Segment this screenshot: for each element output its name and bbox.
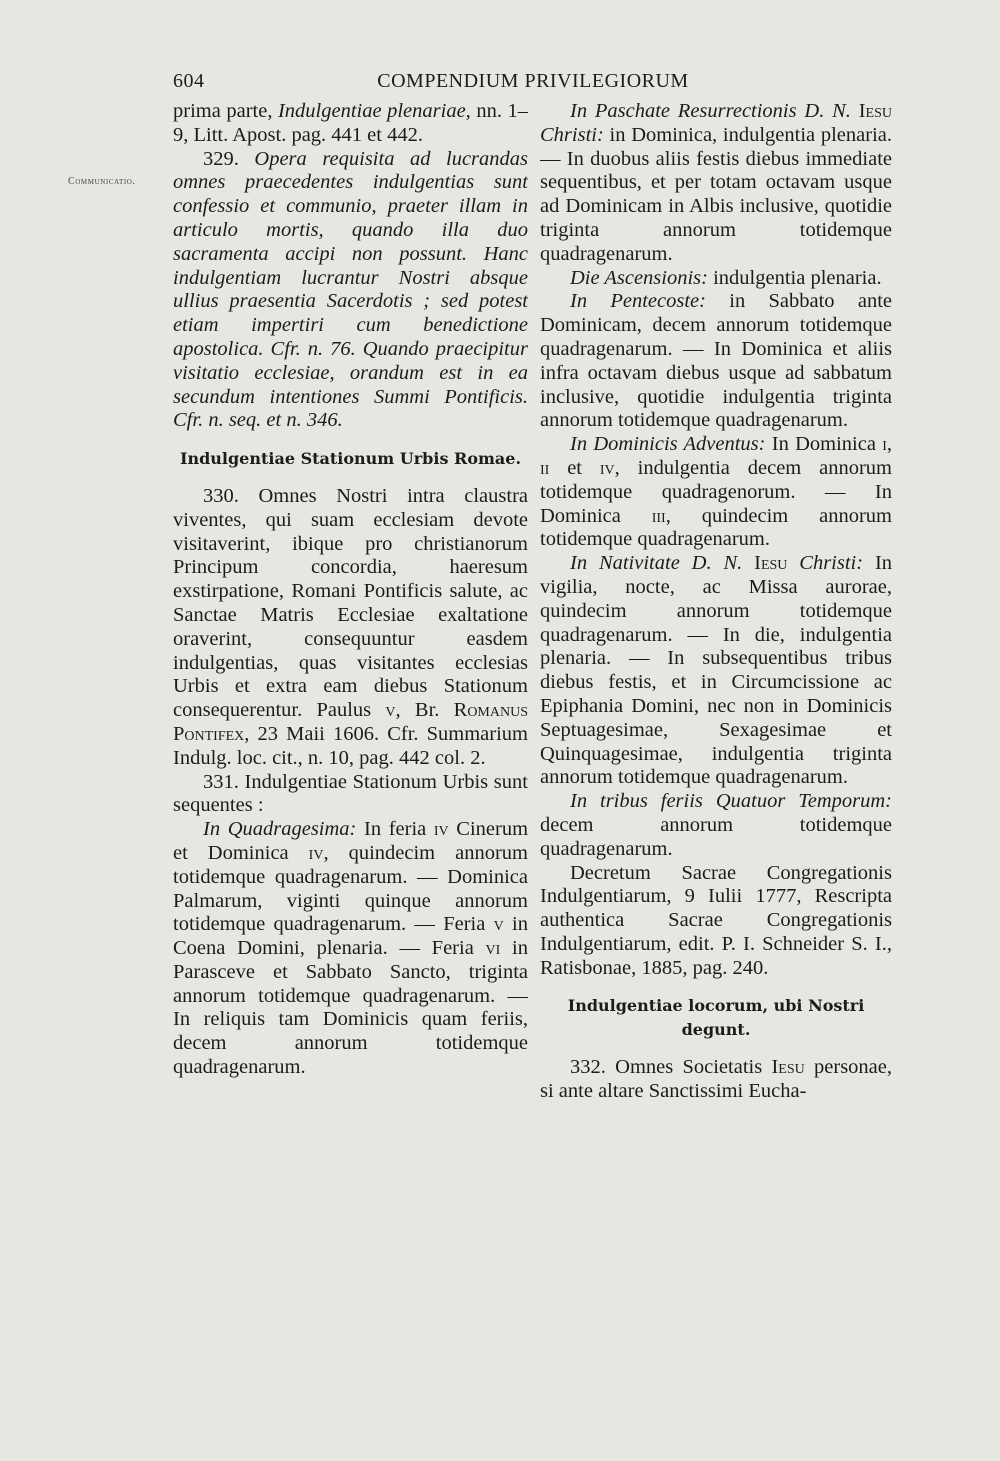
right-column [540,100,892,1235]
paragraph-332: 332. Omnes Societatis Iesu personae, si ante altare Sanctissimi Eucha- [540,1056,892,1102]
paragraph-continuation: prima parte, Indulgentiae plenariae, nn. 1–9, Litt. Apost. pag. 441 et 442. [173,100,528,146]
page-number: 604 [173,70,205,92]
section-heading-stationum: Indulgentiae Stationum Urbis Romae. [179,449,522,469]
paragraph-quadragesima: In Quadragesima: In feria iv Cinerum et Dominica iv, quindecim annorum totidemque quadragenarum. — Dominica Palmarum, viginti quinque annorum totidemque quadragenarum. — Feria v in Coena Domini, plenaria. — Feria vi in Parasceve et Sabbato Sancto, triginta annorum totidemque quadragenarum. — In reliquis tam Dominicis quam feriis, decem annorum totidemque quadragenarum. [173,818,528,1079]
paragraph-adventus: In Dominicis Adventus: In Dominica i, ii et iv, indulgentia decem annorum totidemque quadragenorum. — In Dominica iii, quindecim annorum totidemque quadragenarum. [540,433,892,551]
paragraph-329: 329. Opera requisita ad lucrandas omnes praecedentes indulgentias sunt confessio et communio, praeter illam in articulo mortis, quando illa duo sacramenta accipi non possunt. Hanc indulgentiam lucrantur Nostri absque ullius praesentia Sacerdotis ; sed potest etiam impertiri cum benedictione apostolica. Cfr. n. 76. Quando praecipitur visitatio ecclesiae, orandum est in ea secundum intentiones Summi Pontificis. Cfr. n. seq. et n. 346. [173,147,528,432]
running-title: COMPENDIUM PRIVILEGIORUM [377,70,689,92]
paragraph-pentecoste: In Pentecoste: in Sabbato ante Dominicam, decem annorum totidemque quadragenarum. — In Dominica et aliis infra octavam diebus usque ad sabbatum inclusive, quotidie indulgentia triginta annorum totidemque quadragenarum. [540,290,892,432]
paragraph-ascensionis: Die Ascensionis: indulgentia plenaria. [570,266,882,289]
left-column [173,100,528,1235]
paragraph-331: 331. Indulgentiae Stationum Urbis sunt sequentes : [173,770,528,817]
section-heading-locorum: Indulgentiae locorum, ubi Nostri degunt. [567,996,865,1040]
page-header [173,70,893,100]
paragraph-nativitate: In Nativitate D. N. Iesu Christi: In vigilia, nocte, ac Missa aurorae, quindecim annorum totidemque quadragenarum. — In die, indulgentia plenaria. — In subsequentibus tribus diebus festis, et in Circumcissione ac Epiphania Domini, nec non in Dominicis Septuagesimae, Sexagesimae et Quinquagesimae, indulgentia triginta annorum totidemque quadragenarum. [540,552,892,789]
paragraph-paschate: In Paschate Resurrectionis D. N. Iesu Christi: in Dominica, indulgentia plenaria. — In duobus aliis festis diebus immediate sequentibus, et per totam octavam usque ad Dominicam in Albis inclusive, quotidie triginta annorum totidemque quadragenarum. [540,100,892,265]
paragraph-330: 330. Omnes Nostri intra claustra viventes, qui suam ecclesiam devote visitaverint, ibique pro christianorum Principum concordia, haeresum exstirpatione, Romani Pontificis salute, ac Sanctae Matris Ecclesiae exaltatione oraverint, consequuntur easdem indulgentias, quas visitantes ecclesias Urbis et extra eam diebus Stationum consequerentur. Paulus v, Br. Romanus Pontifex, 23 Maii 1606. Cfr. Summarium Indulg. loc. cit., n. 10, pag. 442 col. 2. [173,484,528,769]
paragraph-quatuor-temporum: In tribus feriis Quatuor Temporum: decem annorum totidemque quadragenarum. [540,790,892,860]
paragraph-decretum: Decretum Sacrae Congregationis Indulgentiarum, 9 Iulii 1777, Rescripta authentica Sacrae Congregationis Indulgentiarum, edit. P. I. Schneider S. I., Ratisbonae, 1885, pag. 240. [540,861,892,979]
margin-note: Communicatio. [68,176,136,187]
